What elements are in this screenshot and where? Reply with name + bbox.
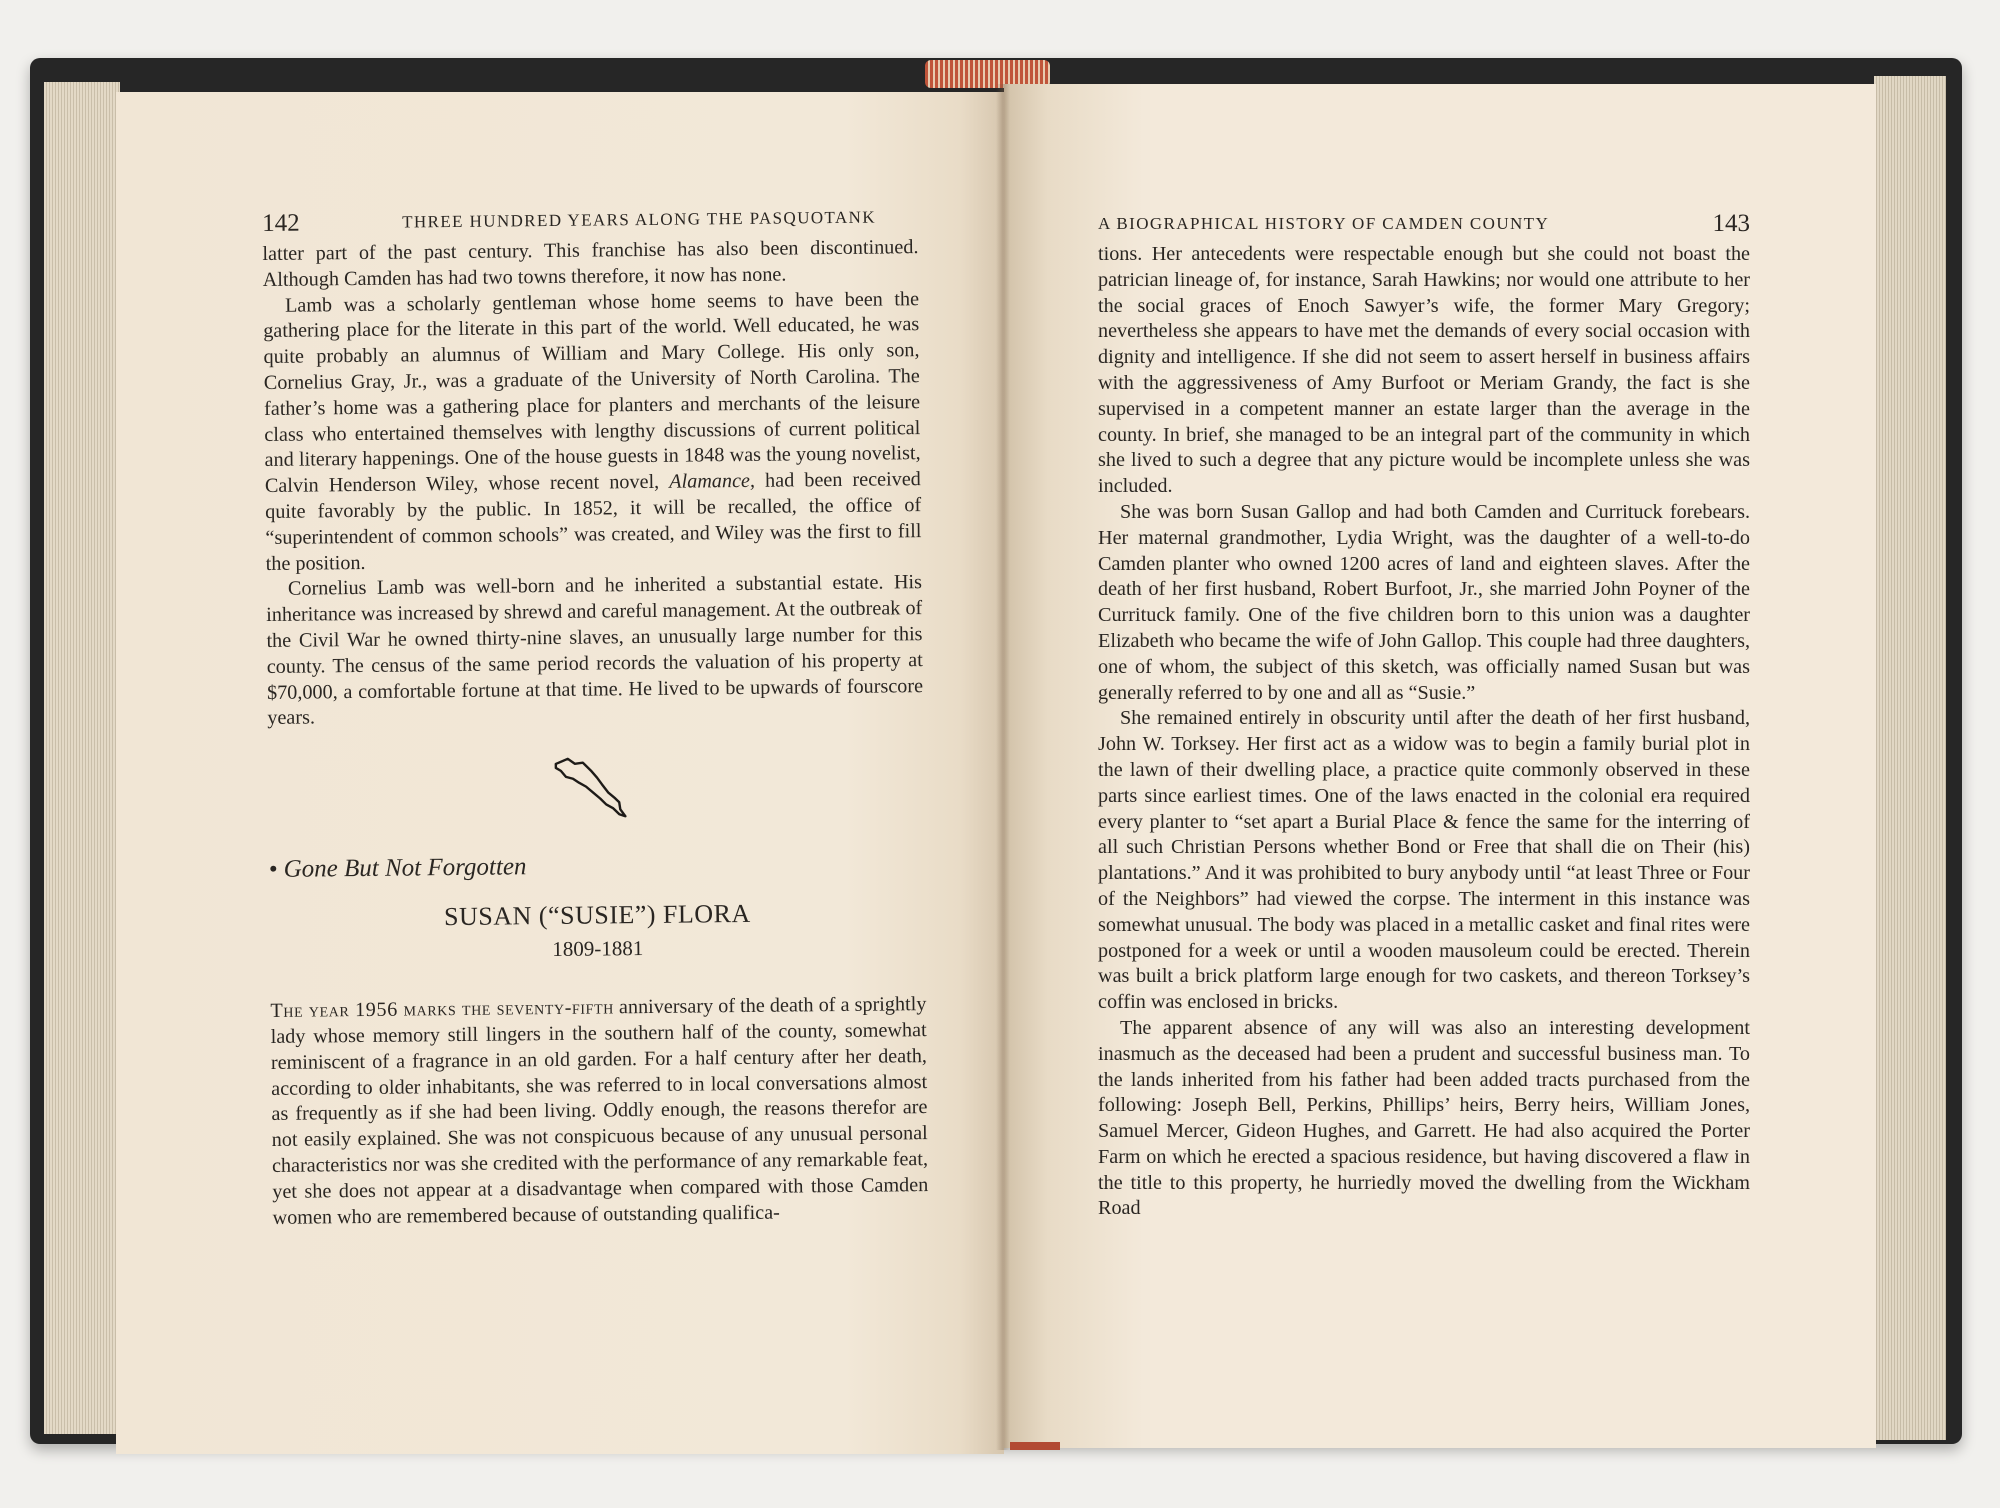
paragraph: tions. Her antecedents were respectable enough but she could not boast the patrician lineage of, for instance, Sarah Hawkins; nor would one attribute to her the social graces of Enoch Sawyer’s wife, the former Mary Gregory; nevertheless she appears to have met the demands of every social occasion with dignity and intelligence. If she did not seem to assert herself in business affairs with the aggressiveness of Amy Burfoot or Meriam Grandy, the fact is she supervised in a competent manner an estate larger than the average in the county. In brief, she managed to be an integral part of the community in which she lived to such a degree that any picture would be incomplete unless she was included. [1098, 243, 1750, 498]
paragraph-text: anniversary of the death of a sprightly lady whose memory still lingers in the southern half of the county, somewhat reminiscent of a fragrance in an old garden. For a half century after her death, according to older inhabitants, she was referred to in local conversations almost as frequently as if she had been living. Oddly enough, the reasons therefor are not easily explained. She was not conspicuous because of any unusual personal characteristics nor was she credited with the performance of any remarkable feat, yet she does not appear at a disadvantage when compared with those Camden women who are remembered because of outstanding qualifica- [270, 993, 929, 1229]
left-running-head [262, 203, 918, 242]
intro-smallcaps: The year 1956 marks the seventy-fifth [270, 996, 614, 1023]
paragraph-text: Lamb was a scholarly gentleman whose home seems to have been the gathering place for the literate in this part of the world. Well educated, he was quite probably an alumnus of William and Mary College. His only son, Cornelius Gray, Jr., was a graduate of the University of North Carolina. The father’s home was a gathering place for planters and merchants of the leisure class who entertained themselves with lengthy discussions of current political and literary happenings. One of the house guests in 1848 was the young novelist, Calvin Henderson Wiley, whose recent novel, [263, 287, 921, 498]
right-body [1098, 242, 1750, 1222]
county-map-ornament [553, 754, 634, 819]
paragraph: She remained entirely in obscurity until after the death of her first husband, John W. Torksey. Her first act as a widow was to begin a family burial plot in the lawn of their dwelling place, a practice quite commonly observed in these parts since earliest times. One of the laws enacted in the colonial era required every planter to “set apart a Burial Place & fence the same for the interring of all such Christian Persons whether Bond or Free that shall die on Their (his) plantations.” And it was prohibited to bury anybody until “at least Three or Four of the Neighbors” had viewed the corpse. The interment in this instance was somewhat unusual. The body was placed in a metallic casket and final rites were postponed for a week or until a wooden mausoleum could be erected. Therein was built a brick platform large enough for two caskets, and thereon Torksey’s coffin was enclosed in bricks. [1098, 707, 1750, 1014]
left-page-text [262, 203, 929, 1231]
right-running-title: A BIOGRAPHICAL HISTORY OF CAMDEN COUNTY [1098, 214, 1550, 233]
paragraph [263, 287, 922, 578]
biography-name: SUSAN (“SUSIE”) FLORA [443, 899, 751, 932]
spine-edge [1010, 1442, 1060, 1450]
book-gutter [996, 84, 1010, 1450]
section-title: Gone But Not Forgotten [283, 853, 527, 883]
left-page-number: 142 [262, 209, 300, 237]
right-page-edges [1874, 76, 1946, 1440]
paragraph [270, 992, 928, 1231]
paragraph: She was born Susan Gallop and had both Camden and Currituck forebears. Her maternal grandmother, Lydia Wright, was the daughter of a well-to-do Camden planter who owned 1200 acres of land and eighteen slaves. After the death of her first husband, Robert Burfoot, Jr., she married John Poyner of the Currituck family. One of the five children born to this union was a daughter Elizabeth who became the wife of John Gallop. This couple had three daughters, one of whom, the subject of this sketch, was officially named Susan but was generally referred to by one and all as “Susie.” [1098, 500, 1750, 704]
left-body [262, 235, 923, 732]
section-heading [269, 849, 925, 884]
left-running-title: THREE HUNDRED YEARS ALONG THE PASQUOTANK [402, 207, 877, 232]
right-page-text [1098, 210, 1750, 1222]
right-page-number: 143 [1712, 210, 1750, 237]
left-page-edges [44, 82, 120, 1434]
paragraph: Cornelius Lamb was well-born and he inherited a substantial estate. His inheritance was increased by shrewd and careful management. At the outbreak of the Civil War he owned thirty-nine slaves, an unusually large number for this county. The census of the same period records the valuation of his property at $70,000, a comfortable fortune at that time. He lived to be upwards of fourscore years. [266, 571, 924, 730]
right-running-head [1098, 210, 1750, 242]
paragraph-text: had been received quite favorably by the public. In 1852, it will be recalled, the office of “superintendent of common schools” was created, and Wiley was the first to fill the position. [265, 468, 922, 575]
paragraph: latter part of the past century. This franchise has also been discontinued. Although Camden has had two towns therefore, it now has none. [262, 236, 919, 291]
paragraph: The apparent absence of any will was also an interesting development inasmuch as the deceased had been a prudent and successful business man. To the lands inherited from his father had been added tracts purchased from the following: Joseph Bell, Perkins, Phillips’ heirs, Berry heirs, William Jones, Samuel Mercer, Gideon Hughes, and Garrett. He had also acquired the Porter Farm on which he erected a spacious residence, but having discovered a flaw in the title to this property, he hurriedly moved the dwelling from the Wickham Road [1098, 1016, 1750, 1220]
section-bullet: • [268, 856, 278, 884]
biography-intro [270, 992, 928, 1231]
novel-title: Alamance, [669, 470, 756, 493]
biography-dates: 1809-1881 [552, 936, 644, 962]
